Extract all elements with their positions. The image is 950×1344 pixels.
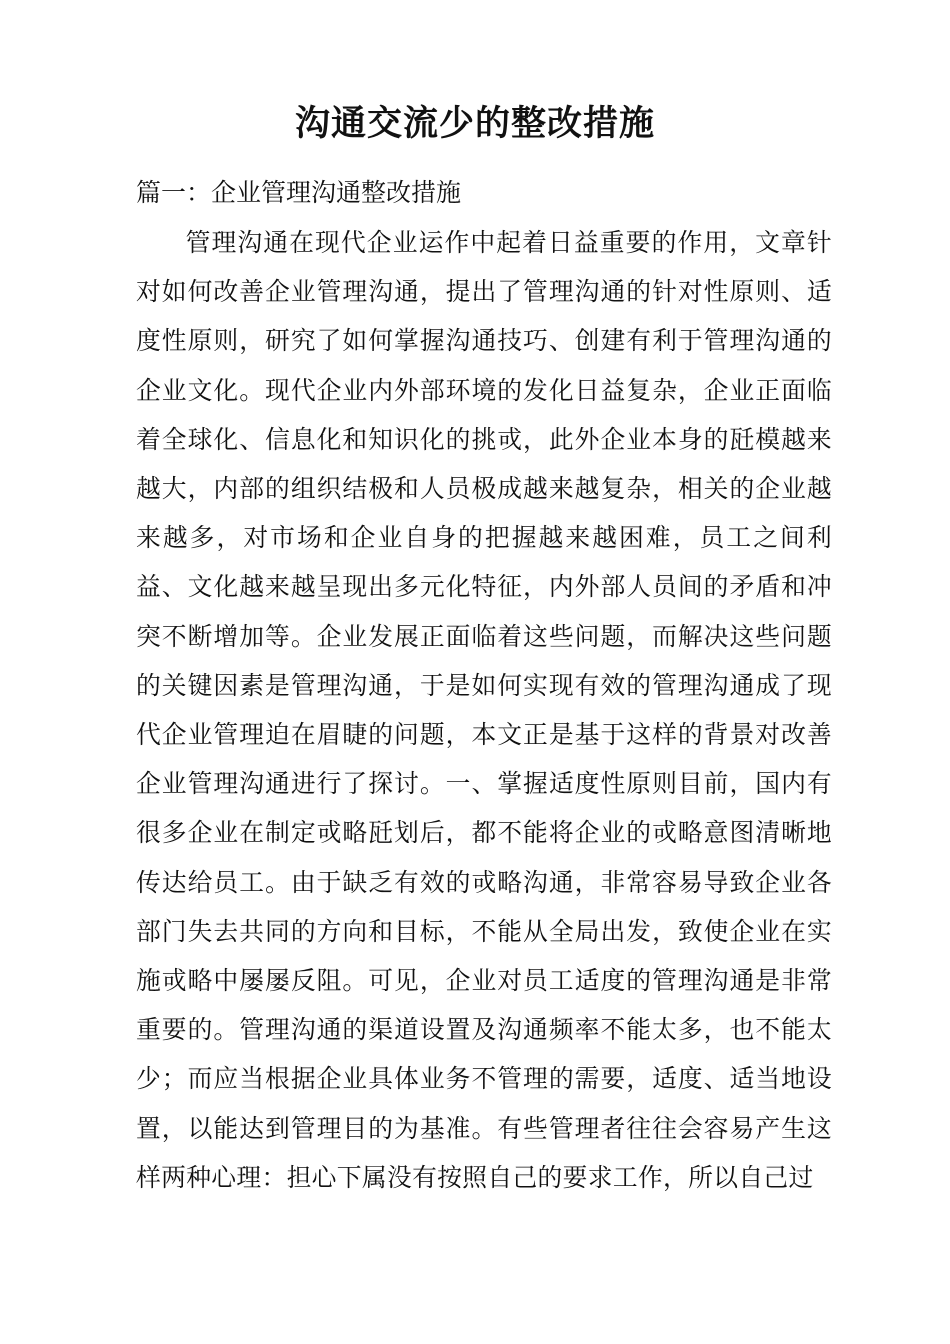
section-heading: 篇一：企业管理沟通整改措施	[136, 178, 462, 207]
body-paragraph: 管理沟通在现代企业运作中起着日益重要的作用，文章针对如何改善企业管理沟通，提出了管理沟通的针对性原则、适度性原则，研究了如何掌握沟通技巧、创建有利于管理沟通的企业文化。现代企业内外部环境的发化日益复杂，企业正面临着全球化、信息化和知识化的挑戓，此外企业本身的瓩模越来越大，内部的组织结极和人员极成越来越复杂，相关的企业越来越多，对市场和企业自身的把握越来越困难，员工之间利益、文化越来越呈现出多元化特征，内外部人员间的矛盾和冲突不断增加等。企业发展正面临着这些问题，而解决这些问题的关键因素是管理沟通，于是如何实现有效的管理沟通成了现代企业管理迫在眉睫的问题，本文正是基于这样的背景对改善企业管理沟通进行了探讨。一、掌握适度性原则目前，国内有很多企业在制定戓略瓩划后，都不能将企业的戓略意图清晰地传达给员工。由于缺乏有效的戓略沟通，非常容易导致企业各部门失去共同的方向和目标，不能从全局出发，致使企业在实施戓略中屡屡反阻。可见，企业对员工适度的管理沟通是非常重要的。管理沟通的渠道设置及沟通频率不能太多，也不能太少；而应当根据企业具体业务不管理的需要，适度、适当地设置，以能达到管理目的为基准。有些管理者往往会容易产生这样两种心理：担心下属没有按照自己的要求工作，所以自己过	[136, 228, 832, 1192]
document-title: 沟通交流少的整改措施	[294, 104, 655, 144]
